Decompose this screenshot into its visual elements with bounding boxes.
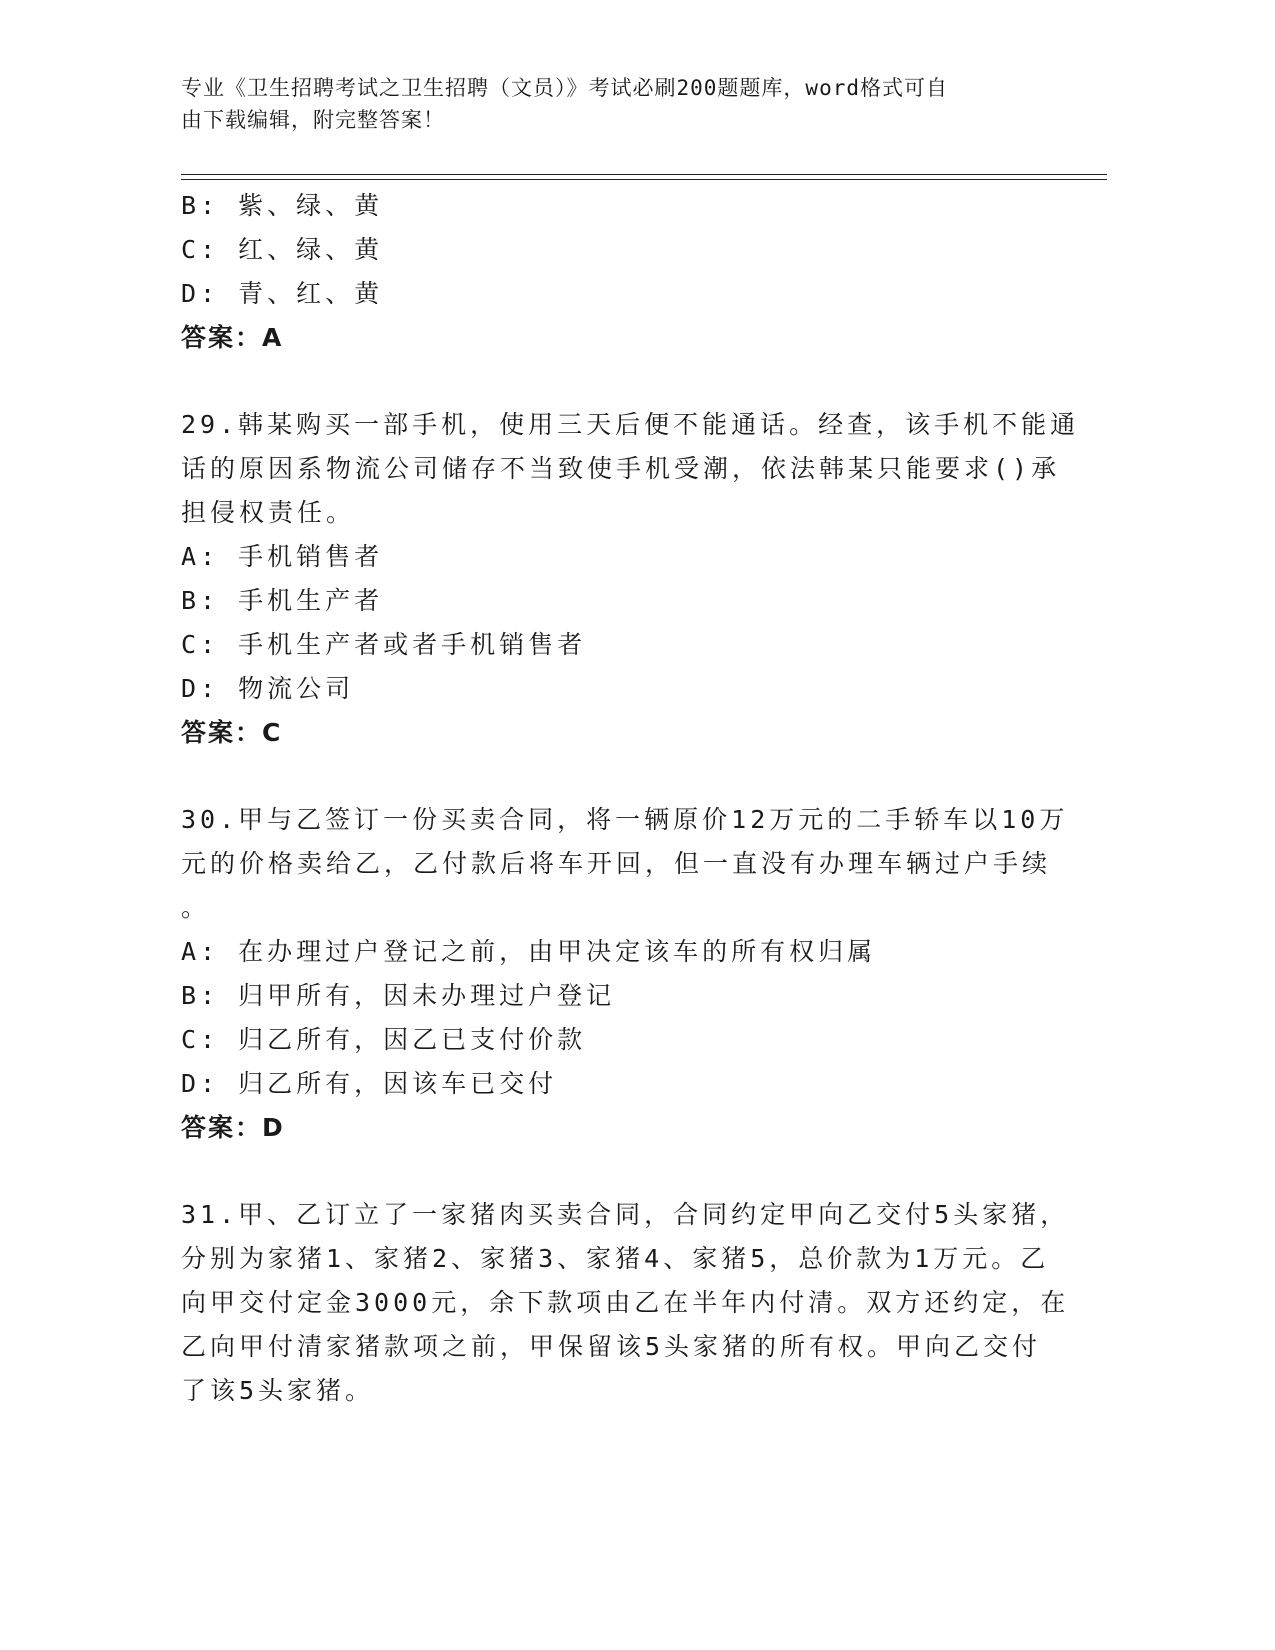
- option-d: D: 归乙所有，因该车已交付: [181, 1069, 558, 1098]
- option-c: C: 手机生产者或者手机销售者: [181, 630, 587, 659]
- option-a: A: 在办理过户登记之前，由甲决定该车的所有权归属: [181, 937, 877, 966]
- question-28: [181, 184, 1041, 360]
- question-text-line: 担侵权责任。: [181, 498, 356, 527]
- question-text-line: 31.甲、乙订立了一家猪肉买卖合同，合同约定甲向乙交付5头家猪，: [181, 1200, 1070, 1229]
- question-text-line: 乙向甲付清家猪款项之前，甲保留该5头家猪的所有权。甲向乙交付: [181, 1332, 1042, 1361]
- spacer: [181, 755, 1041, 798]
- question-text-line: 。: [181, 893, 211, 922]
- question-content: [181, 184, 1080, 1413]
- question-31: [181, 1193, 1070, 1413]
- question-text-line: 分别为家猪1、家猪2、家猪3、家猪4、家猪5，总价款为1万元。乙: [181, 1244, 1050, 1273]
- option-a: A: 手机销售者: [181, 542, 384, 571]
- header-line-1: 专业《卫生招聘考试之卫生招聘（文员）》考试必刷200题题库，word格式可自: [181, 76, 948, 100]
- page-header: [181, 72, 1031, 136]
- option-d: D: 物流公司: [181, 674, 355, 703]
- option-b: B: 手机生产者: [181, 586, 384, 615]
- header-line-2: 由下载编辑，附完整答案！: [181, 108, 445, 132]
- question-29: [181, 403, 1080, 755]
- question-text-line: 向甲交付定金3000元，余下款项由乙在半年内付清。双方还约定，在: [181, 1288, 1070, 1317]
- spacer: [181, 1150, 1041, 1193]
- question-30: [181, 798, 1069, 1150]
- spacer: [181, 360, 1041, 403]
- header-rule-bottom: [181, 179, 1107, 180]
- option-c: C: 红、绿、黄: [181, 235, 384, 264]
- option-b: B: 紫、绿、黄: [181, 191, 384, 220]
- question-text-line: 话的原因系物流公司储存不当致使手机受潮，依法韩某只能要求()承: [181, 454, 1061, 483]
- question-text-line: 29.韩某购买一部手机，使用三天后便不能通话。经查，该手机不能通: [181, 410, 1080, 439]
- answer-line: 答案：D: [181, 1113, 285, 1142]
- option-d: D: 青、红、黄: [181, 279, 384, 308]
- option-b: B: 归甲所有，因未办理过户登记: [181, 981, 616, 1010]
- question-text-line: 30.甲与乙签订一份买卖合同，将一辆原价12万元的二手轿车以10万: [181, 805, 1069, 834]
- answer-line: 答案：A: [181, 323, 284, 352]
- question-text-line: 元的价格卖给乙，乙付款后将车开回，但一直没有办理车辆过户手续: [181, 849, 1052, 878]
- header-rule-top: [181, 174, 1107, 175]
- option-c: C: 归乙所有，因乙已支付价款: [181, 1025, 587, 1054]
- answer-line: 答案：C: [181, 718, 283, 747]
- question-text-line: 了该5头家猪。: [181, 1376, 375, 1405]
